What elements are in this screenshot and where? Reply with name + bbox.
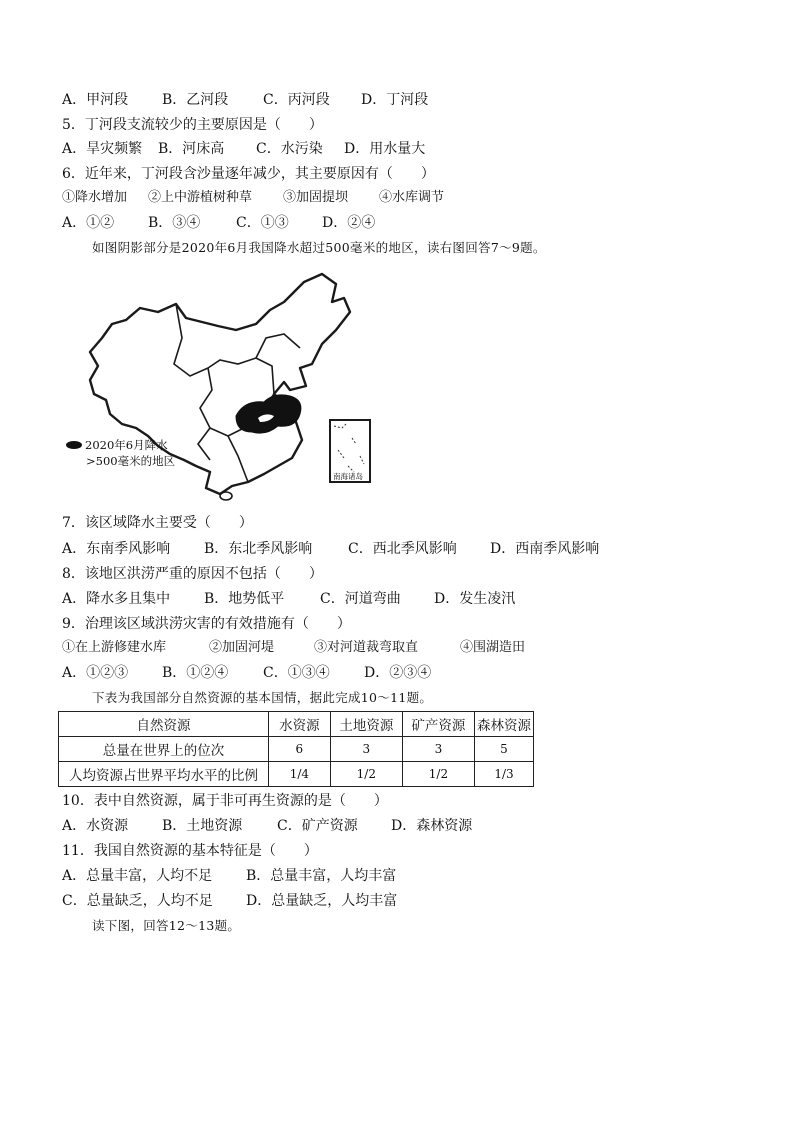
q8-option-c: C．河道弯曲 [320, 591, 401, 607]
q9-options [62, 663, 431, 683]
table-row [59, 762, 534, 787]
hainan-island [220, 492, 232, 500]
table-header-row [59, 712, 534, 737]
table-cell: 1/2 [402, 762, 474, 787]
q8-option-b: B．地势低平 [204, 591, 285, 607]
table-cell: 6 [268, 737, 330, 762]
table-cell: 1/4 [268, 762, 330, 787]
q11-options-row-1 [62, 866, 396, 886]
q6-item-4: ④水库调节 [379, 190, 445, 205]
q11-stem: 11．我国自然资源的基本特征是（ ） [62, 843, 318, 859]
q8-stem: 8．该地区洪涝严重的原因不包括（ ） [62, 566, 323, 582]
q9-stem: 9．治理该区域洪涝灾害的有效措施有（ ） [62, 616, 351, 632]
q10-option-b: B．土地资源 [162, 818, 243, 834]
table-cell: 3 [402, 737, 474, 762]
table-header-cell: 矿产资源 [402, 712, 474, 737]
q5-stem: 5．丁河段支流较少的主要原因是（ ） [62, 117, 323, 133]
table-cell: 1/3 [475, 762, 534, 787]
q9-item-3: ③对河道裁弯取直 [314, 640, 419, 655]
q10-option-c: C．矿产资源 [277, 818, 358, 834]
q6-items [62, 188, 444, 208]
q9-items [62, 638, 525, 658]
inset-label: 南海诸岛 [333, 472, 363, 481]
q8-options [62, 589, 515, 609]
q9-item-4: ④围湖造田 [460, 640, 526, 655]
q4-option-d: D．丁河段 [361, 92, 429, 108]
q11-options-row-2 [62, 891, 397, 911]
q7-option-c: C．西北季风影响 [348, 541, 457, 557]
intro-10-11: 下表为我国部分自然资源的基本国情，据此完成10～11题。 [92, 690, 433, 705]
map-figure [60, 268, 378, 504]
q11-option-b: B．总量丰富，人均丰富 [246, 868, 397, 884]
q11-option-c: C．总量缺乏，人均不足 [62, 893, 213, 909]
q6-stem: 6．近年来，丁河段含沙量逐年减少，其主要原因有（ ） [62, 166, 435, 182]
q7-options [62, 539, 599, 559]
q5-option-d: D．用水量大 [344, 141, 426, 157]
table-cell: 人均资源占世界平均水平的比例 [59, 762, 269, 787]
q9-option-d: D．②③④ [364, 665, 432, 681]
q11-option-a: A．总量丰富，人均不足 [62, 868, 213, 884]
q5-option-a: A．旱灾频繁 [62, 141, 143, 157]
q6-option-d: D．②④ [322, 215, 376, 231]
q11-option-d: D．总量缺乏，人均丰富 [246, 893, 398, 909]
table-cell: 5 [475, 737, 534, 762]
q4-option-b: B．乙河段 [162, 92, 229, 108]
legend-shade-symbol [66, 441, 82, 449]
q9-option-c: C．①③④ [263, 665, 330, 681]
q8-option-a: A．降水多且集中 [62, 591, 171, 607]
table-header-cell: 森林资源 [475, 712, 534, 737]
legend-line-1: 2020年6月降水 [85, 438, 168, 452]
rainfall-shade [236, 395, 301, 433]
q7-option-a: A．东南季风影响 [62, 541, 171, 557]
q4-options [62, 90, 428, 110]
q9-item-2: ②加固河堤 [209, 640, 275, 655]
q10-option-a: A．水资源 [62, 818, 129, 834]
q7-stem: 7．该区域降水主要受（ ） [62, 515, 253, 531]
q9-item-1: ①在上游修建水库 [62, 640, 167, 655]
china-rainfall-map [60, 268, 378, 504]
intro-12-13: 读下图，回答12～13题。 [92, 918, 241, 933]
q9-option-b: B．①②④ [162, 665, 229, 681]
q7-option-b: B．东北季风影响 [204, 541, 313, 557]
q10-stem: 10．表中自然资源，属于非可再生资源的是（ ） [62, 793, 388, 809]
intro-7-9: 如图阴影部分是2020年6月我国降水超过500毫米的地区，读右图回答7～9题。 [92, 240, 546, 255]
table-cell: 总量在世界上的位次 [59, 737, 269, 762]
q5-options [62, 139, 425, 159]
legend-line-2: >500毫米的地区 [86, 454, 176, 468]
q4-option-c: C．丙河段 [263, 92, 330, 108]
q7-option-d: D．西南季风影响 [490, 541, 600, 557]
q10-option-d: D．森林资源 [391, 818, 473, 834]
resource-table [58, 711, 534, 787]
q6-options [62, 213, 375, 233]
q8-option-d: D．发生凌汛 [434, 591, 516, 607]
table-header-cell: 土地资源 [330, 712, 402, 737]
table-cell: 3 [330, 737, 402, 762]
q10-options [62, 816, 472, 836]
q6-option-c: C．①③ [236, 215, 289, 231]
q5-option-b: B．河床高 [158, 141, 225, 157]
q6-option-a: A．①② [62, 215, 115, 231]
q4-option-a: A．甲河段 [62, 92, 129, 108]
table-cell: 1/2 [330, 762, 402, 787]
table-header-cell: 水资源 [268, 712, 330, 737]
q6-item-2: ②上中游植树种草 [148, 190, 253, 205]
q6-item-1: ①降水增加 [62, 190, 128, 205]
q9-option-a: A．①②③ [62, 665, 129, 681]
q6-option-b: B．③④ [148, 215, 201, 231]
q6-item-3: ③加固提坝 [283, 190, 349, 205]
q5-option-c: C．水污染 [256, 141, 323, 157]
table-row [59, 737, 534, 762]
table-header-cell: 自然资源 [59, 712, 269, 737]
